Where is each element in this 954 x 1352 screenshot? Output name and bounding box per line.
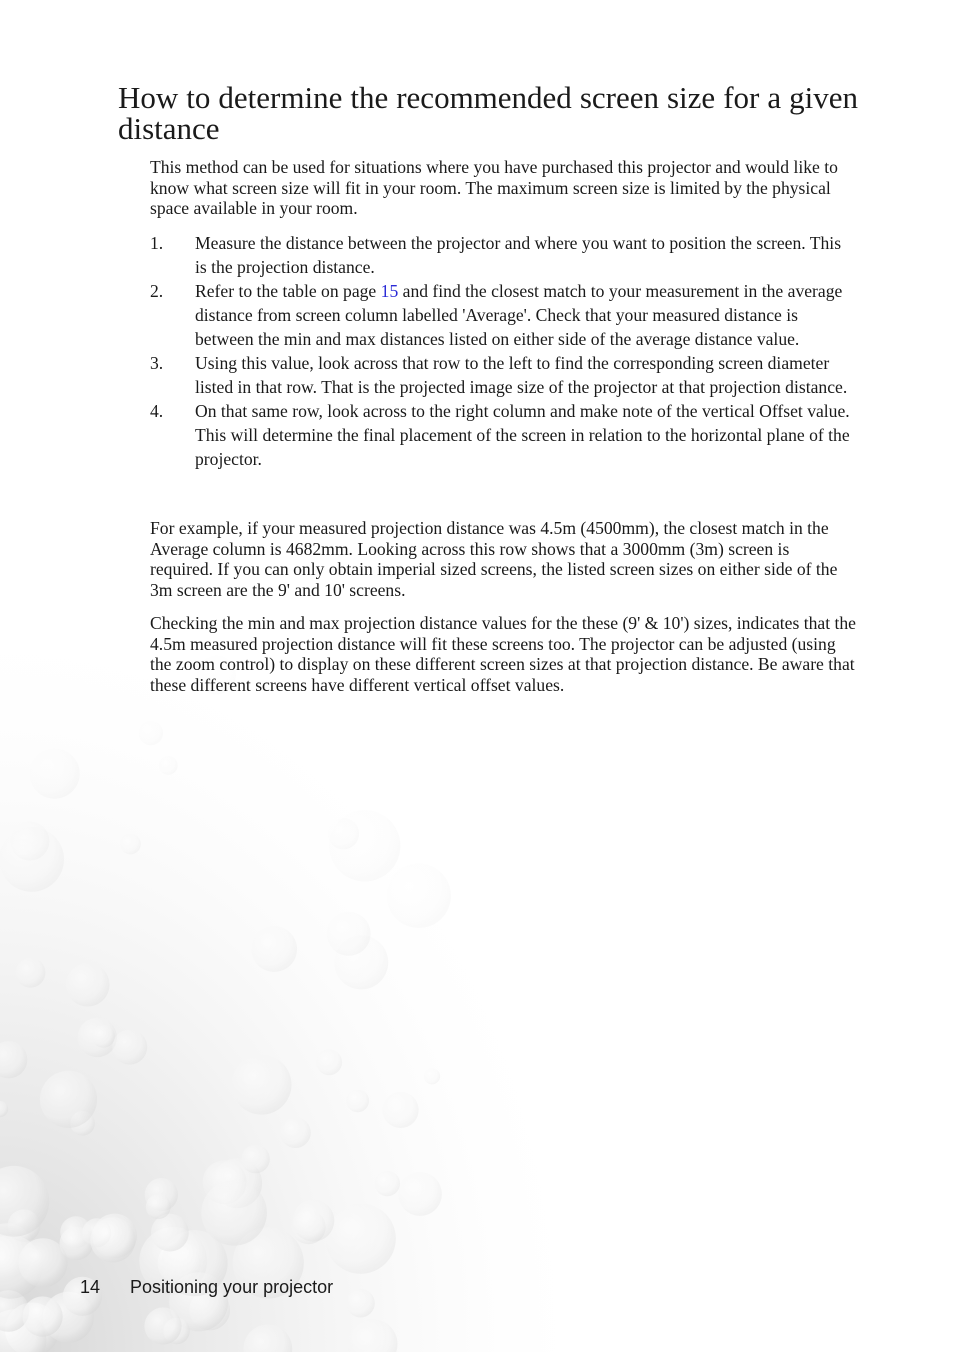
step-number: 4. — [150, 401, 164, 421]
example-paragraph: For example, if your measured projection distance was 4.5m (4500mm), the closest match in the Average column is 4682mm. Looking across this row shows that a 3000mm (3m) screen is required. If you can only obtain imperial sized screens, the listed screen sizes on either side of the 3m screen are the 9' and 10' screens. — [150, 518, 838, 600]
page-number: 14 — [80, 1277, 101, 1297]
checking-paragraph: Checking the min and max projection distance values for the these (9' & 10') sizes, indicates that the 4.5m measured projection distance will fit these screens too. The projector can be adjusted (using the zoom control) to display on these different screen sizes at that projection distance. Be aware that these different screens have different vertical offset values. — [150, 613, 856, 695]
step-number: 1. — [150, 233, 164, 253]
page-link[interactable]: 15 — [380, 281, 399, 301]
step-text: Using this value, look across that row to the left to find the corresponding screen diameter listed in that row. That is the projected image size of the projector at that projection distance. — [195, 353, 848, 397]
step-text: On that same row, look across to the right column and make note of the vertical Offset value. This will determine the final placement of the screen in relation to the horizontal plane of the projector. — [195, 401, 850, 469]
step-text-before: Refer to the table on page — [195, 281, 381, 301]
section-heading: How to determine the recommended screen size for a given distance — [118, 80, 858, 146]
intro-paragraph: This method can be used for situations where you have purchased this projector and would like to know what screen size will fit in your room. The maximum screen size is limited by the physical space available in your room. — [150, 157, 838, 218]
list-item — [150, 351, 856, 399]
step-text-after: and find the closest match to your measurement in the average distance from screen column labelled 'Average'. Check that your measured distance is between the min and max distances listed on either side of the average distance value. — [195, 281, 843, 349]
list-item — [150, 279, 856, 351]
list-item — [150, 399, 856, 471]
steps-list — [150, 231, 856, 471]
page-footer — [80, 1277, 333, 1298]
step-text: Measure the distance between the projector and where you want to position the screen. This is the projection distance. — [195, 233, 842, 277]
step-number: 2. — [150, 281, 164, 301]
footer-section-title: Positioning your projector — [130, 1277, 334, 1297]
step-number: 3. — [150, 353, 164, 373]
list-item — [150, 231, 856, 279]
